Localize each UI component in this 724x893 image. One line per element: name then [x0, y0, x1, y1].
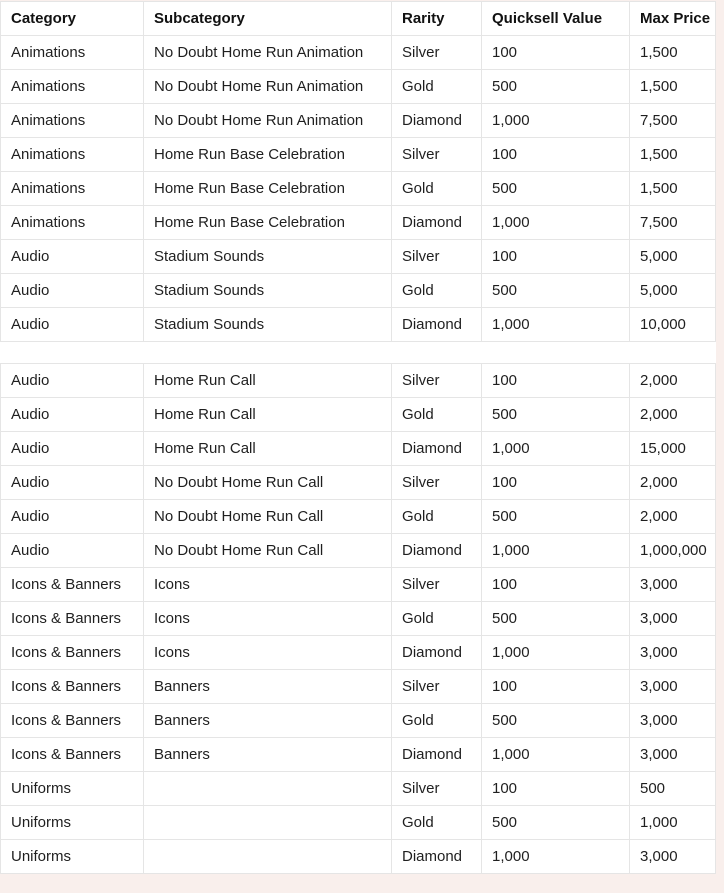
table-cell: No Doubt Home Run Call: [144, 534, 392, 568]
table-body: [1, 36, 716, 874]
table-cell: Audio: [1, 534, 144, 568]
table-cell: No Doubt Home Run Animation: [144, 36, 392, 70]
table-row: [1, 534, 716, 568]
table-cell: Diamond: [392, 432, 482, 466]
table-row: [1, 206, 716, 240]
table-cell: Icons & Banners: [1, 568, 144, 602]
table-cell: 1,000: [482, 308, 630, 342]
table-cell: 1,000: [482, 840, 630, 874]
table-cell: Audio: [1, 308, 144, 342]
table-cell: 1,500: [630, 36, 716, 70]
table-cell: No Doubt Home Run Animation: [144, 70, 392, 104]
table-cell: Audio: [1, 364, 144, 398]
table-row: [1, 308, 716, 342]
table-cell: Animations: [1, 138, 144, 172]
table-cell: 500: [482, 398, 630, 432]
table-cell: Silver: [392, 364, 482, 398]
table-cell: 3,000: [630, 636, 716, 670]
table-cell: Uniforms: [1, 806, 144, 840]
table-cell: Stadium Sounds: [144, 308, 392, 342]
header-subcategory: Subcategory: [144, 2, 392, 36]
table-cell: 500: [482, 704, 630, 738]
table-cell: 2,000: [630, 364, 716, 398]
table-row: [1, 398, 716, 432]
table-cell: Home Run Base Celebration: [144, 206, 392, 240]
table-cell: 1,500: [630, 138, 716, 172]
table-row: [1, 274, 716, 308]
table-cell: 7,500: [630, 104, 716, 138]
table-cell: Gold: [392, 172, 482, 206]
table-cell: Gold: [392, 704, 482, 738]
header-max-price: Max Price: [630, 2, 716, 36]
table-row: [1, 602, 716, 636]
table-row: [1, 500, 716, 534]
table-cell: Home Run Call: [144, 432, 392, 466]
table-cell: Home Run Call: [144, 364, 392, 398]
table-cell: 3,000: [630, 840, 716, 874]
table-cell: Icons & Banners: [1, 670, 144, 704]
table-cell: 1,000: [482, 206, 630, 240]
table-cell: Home Run Call: [144, 398, 392, 432]
table-cell: 100: [482, 466, 630, 500]
table-cell: Diamond: [392, 738, 482, 772]
header-category: Category: [1, 2, 144, 36]
table-cell: Banners: [144, 670, 392, 704]
table-cell: 1,500: [630, 70, 716, 104]
spacer-cell: [1, 342, 716, 364]
table-cell: Animations: [1, 172, 144, 206]
table-cell: Diamond: [392, 206, 482, 240]
table-cell: 500: [482, 500, 630, 534]
table-cell: Uniforms: [1, 840, 144, 874]
table-cell: Icons & Banners: [1, 636, 144, 670]
table-cell: Icons: [144, 636, 392, 670]
table-cell: Audio: [1, 398, 144, 432]
table-cell: Uniforms: [1, 772, 144, 806]
table-row: [1, 568, 716, 602]
table-cell: Audio: [1, 274, 144, 308]
table-cell: No Doubt Home Run Call: [144, 466, 392, 500]
table-cell: No Doubt Home Run Call: [144, 500, 392, 534]
table-cell: 500: [482, 806, 630, 840]
table-cell: Gold: [392, 602, 482, 636]
table-cell: 3,000: [630, 738, 716, 772]
table-cell: 1,000: [482, 432, 630, 466]
table-cell: Icons & Banners: [1, 602, 144, 636]
table-cell: 1,500: [630, 172, 716, 206]
table-cell: 3,000: [630, 568, 716, 602]
table-cell: 500: [630, 772, 716, 806]
table-cell: Audio: [1, 466, 144, 500]
table-cell: Diamond: [392, 104, 482, 138]
table-row: [1, 840, 716, 874]
table-cell: 100: [482, 240, 630, 274]
table-cell: [144, 772, 392, 806]
table-cell: 500: [482, 602, 630, 636]
table-cell: Stadium Sounds: [144, 240, 392, 274]
table-row: [1, 364, 716, 398]
table-cell: Banners: [144, 704, 392, 738]
table-cell: Diamond: [392, 636, 482, 670]
table-cell: Animations: [1, 206, 144, 240]
table-cell: Audio: [1, 500, 144, 534]
table-cell: Gold: [392, 274, 482, 308]
table-cell: Silver: [392, 670, 482, 704]
table-cell: 500: [482, 70, 630, 104]
table-cell: 100: [482, 670, 630, 704]
table-cell: 3,000: [630, 670, 716, 704]
table-cell: Silver: [392, 36, 482, 70]
table-cell: 1,000: [482, 534, 630, 568]
table-cell: Audio: [1, 240, 144, 274]
table-cell: 1,000: [482, 104, 630, 138]
header-row: [1, 2, 716, 36]
items-table: [0, 1, 716, 874]
table-cell: 1,000: [482, 636, 630, 670]
table-row: [1, 704, 716, 738]
header-rarity: Rarity: [392, 2, 482, 36]
table-cell: [144, 840, 392, 874]
table-cell: Home Run Base Celebration: [144, 138, 392, 172]
table-row: [1, 636, 716, 670]
table-cell: Home Run Base Celebration: [144, 172, 392, 206]
table-row: [1, 670, 716, 704]
table-cell: 2,000: [630, 398, 716, 432]
table-header: [1, 2, 716, 36]
table-cell: Icons: [144, 568, 392, 602]
table-cell: Gold: [392, 806, 482, 840]
table-cell: [144, 806, 392, 840]
table-cell: Gold: [392, 398, 482, 432]
table-cell: 7,500: [630, 206, 716, 240]
table-cell: No Doubt Home Run Animation: [144, 104, 392, 138]
table-cell: 2,000: [630, 500, 716, 534]
table-cell: 10,000: [630, 308, 716, 342]
table-row: [1, 772, 716, 806]
table-cell: 100: [482, 138, 630, 172]
table-row: [1, 738, 716, 772]
table-cell: 5,000: [630, 274, 716, 308]
header-quicksell-value: Quicksell Value: [482, 2, 630, 36]
table-cell: Gold: [392, 70, 482, 104]
table-cell: Silver: [392, 772, 482, 806]
table-cell: Animations: [1, 36, 144, 70]
table-cell: Silver: [392, 568, 482, 602]
table-cell: 1,000: [482, 738, 630, 772]
table-cell: Animations: [1, 70, 144, 104]
table-cell: 500: [482, 274, 630, 308]
table-row: [1, 70, 716, 104]
table-row: [1, 466, 716, 500]
table-cell: Gold: [392, 500, 482, 534]
table-cell: 3,000: [630, 602, 716, 636]
table-cell: Silver: [392, 240, 482, 274]
table-cell: Banners: [144, 738, 392, 772]
spacer-row: [1, 342, 716, 364]
table-row: [1, 432, 716, 466]
table-cell: Silver: [392, 466, 482, 500]
table-row: [1, 138, 716, 172]
table-cell: Icons & Banners: [1, 704, 144, 738]
table-cell: Diamond: [392, 534, 482, 568]
table-cell: Diamond: [392, 840, 482, 874]
table-cell: 2,000: [630, 466, 716, 500]
table-cell: 100: [482, 36, 630, 70]
table-row: [1, 806, 716, 840]
table-cell: 1,000: [630, 806, 716, 840]
table-row: [1, 240, 716, 274]
table-cell: Audio: [1, 432, 144, 466]
table-cell: Diamond: [392, 308, 482, 342]
table-cell: 100: [482, 568, 630, 602]
table-cell: 100: [482, 364, 630, 398]
table-cell: Icons: [144, 602, 392, 636]
table-row: [1, 36, 716, 70]
table-cell: 15,000: [630, 432, 716, 466]
table-cell: Silver: [392, 138, 482, 172]
table-cell: Stadium Sounds: [144, 274, 392, 308]
table-cell: 3,000: [630, 704, 716, 738]
table-cell: 100: [482, 772, 630, 806]
table-row: [1, 104, 716, 138]
table-cell: 500: [482, 172, 630, 206]
table-cell: Animations: [1, 104, 144, 138]
table-row: [1, 172, 716, 206]
table-cell: 1,000,000: [630, 534, 716, 568]
table-cell: Icons & Banners: [1, 738, 144, 772]
table-cell: 5,000: [630, 240, 716, 274]
